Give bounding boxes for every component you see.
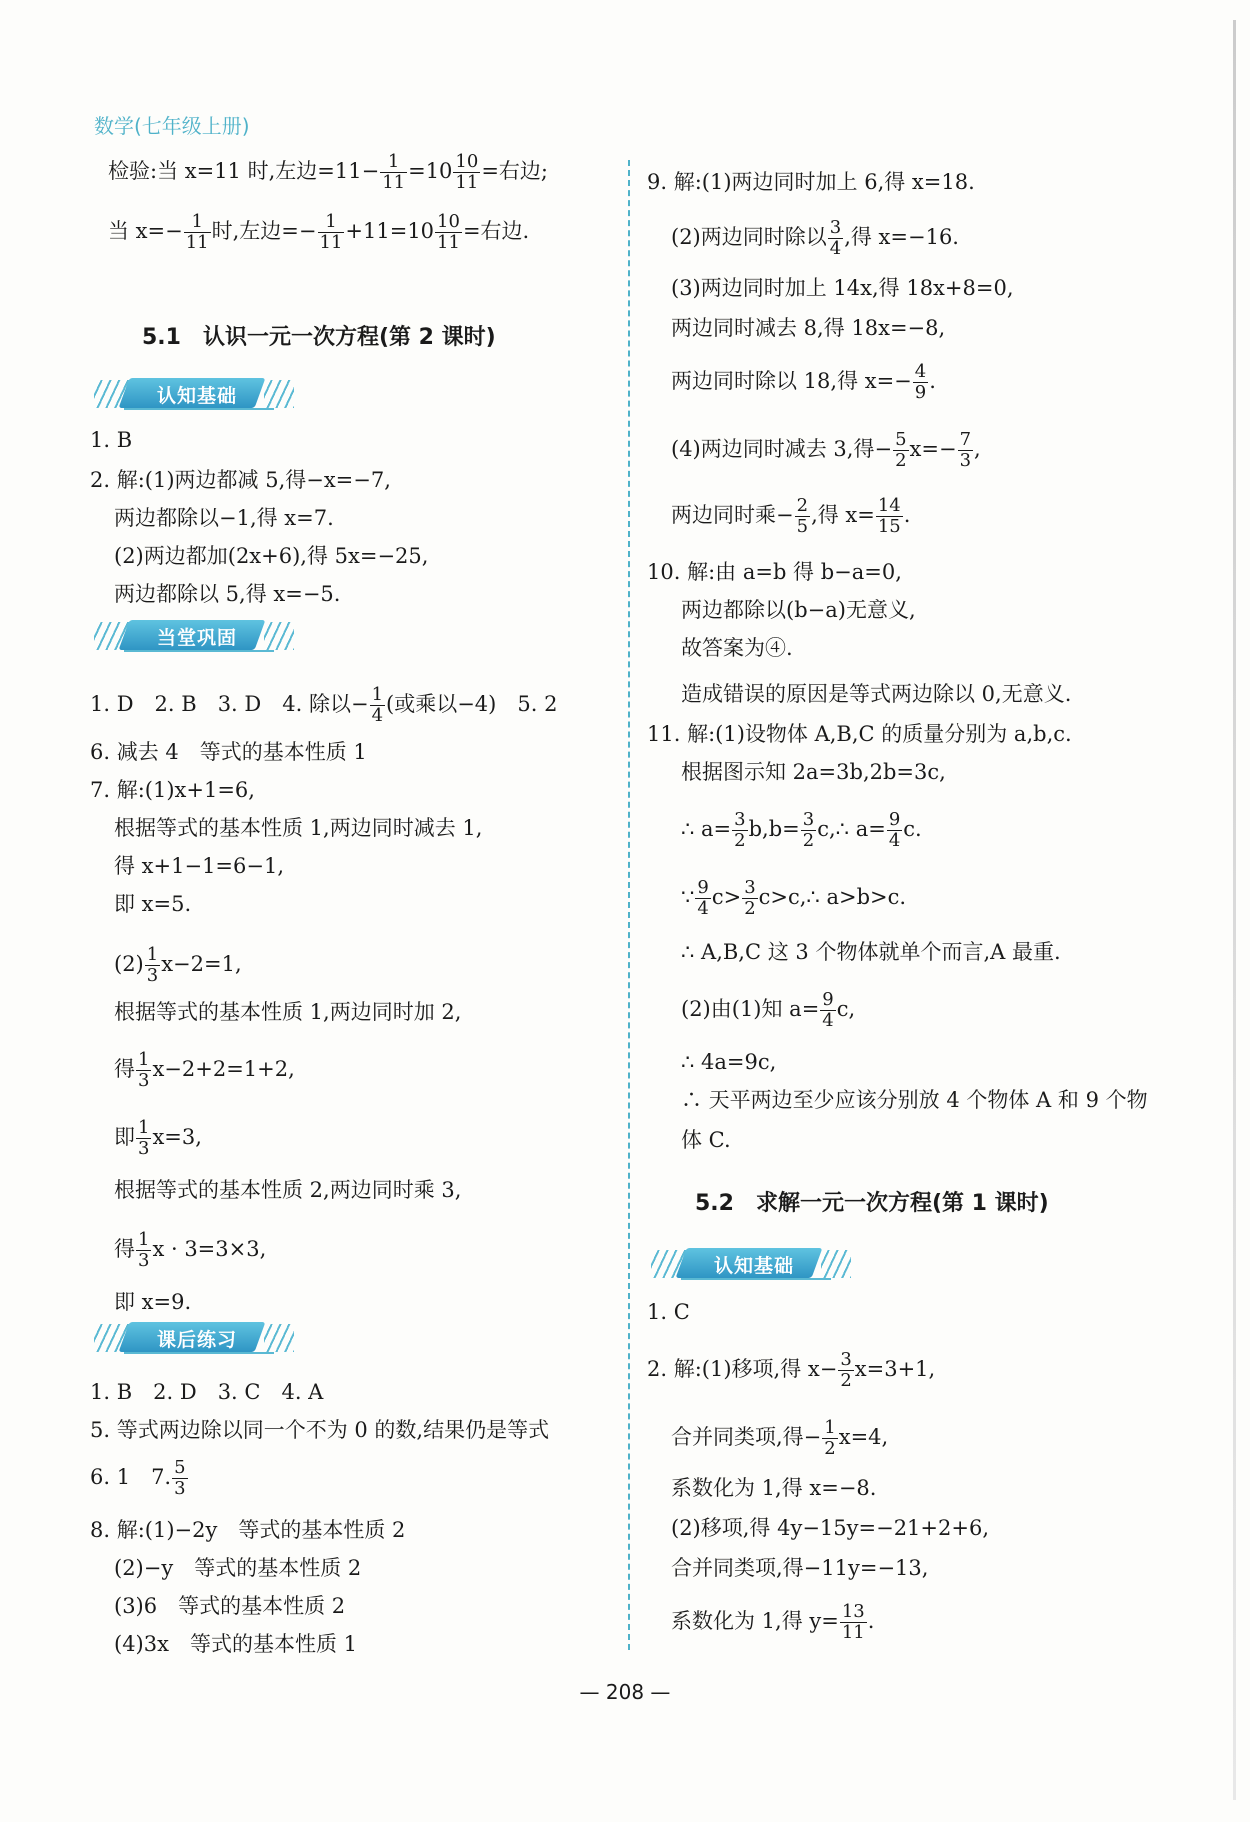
answer-line: ∴ a= $\frac{3}{2}$ b,b= $\frac{3}{2}$ c,∴ a= $\frac{9}{4}$ c.: [681, 809, 922, 851]
answer-line: 合并同类项,得− $\frac{1}{2}$ x=4,: [671, 1417, 889, 1459]
badge-kehou-lianxi: 课后练习: [94, 1320, 294, 1354]
answer-line: 两边都除以 5,得 x=−5.: [114, 582, 341, 606]
answer-line: (3)两边同时加上 14x,得 18x+8=0,: [671, 276, 1014, 300]
answer-line: (2)两边同时除以 $\frac{3}{4}$ ,得 x=−16.: [671, 217, 959, 259]
answer-line: 即 $\frac{1}{3}$ x=3,: [114, 1117, 202, 1159]
answer-line: 得 $\frac{1}{3}$ x · 3=3×3,: [114, 1229, 267, 1271]
answer-line: 10. 解:由 a=b 得 b−a=0,: [647, 560, 902, 584]
answer-line: 即 x=5.: [114, 892, 192, 916]
answer-line: (2)由(1)知 a= $\frac{9}{4}$ c,: [681, 989, 856, 1031]
page-number: — 208 —: [579, 1680, 671, 1704]
answer-line: 1. C: [647, 1300, 690, 1324]
answer-line: 1. B: [90, 428, 133, 452]
answer-line: (2)−y 等式的基本性质 2: [114, 1556, 362, 1580]
answer-line: 体 C.: [681, 1128, 731, 1152]
answer-line: 故答案为④.: [681, 636, 793, 660]
answer-line: 系数化为 1,得 y= $\frac{13}{11}$ .: [671, 1601, 875, 1643]
answer-line: 7. 解:(1)x+1=6,: [90, 778, 255, 802]
answer-line: 两边同时减去 8,得 18x=−8,: [671, 316, 946, 340]
section-title-5-1: 5.1 认识一元一次方程(第 2 课时): [142, 325, 496, 350]
answer-line: 1. B 2. D 3. C 4. A: [90, 1380, 324, 1404]
answer-line: 两边同时除以 18,得 x=− $\frac{4}{9}$ .: [671, 361, 936, 403]
answer-line: ∴ 4a=9c,: [681, 1050, 777, 1074]
answer-line: 系数化为 1,得 x=−8.: [671, 1476, 877, 1500]
answer-line: 根据等式的基本性质 2,两边同时乘 3,: [114, 1178, 462, 1202]
answer-line: 得 x+1−1=6−1,: [114, 854, 285, 878]
answer-line: (3)6 等式的基本性质 2: [114, 1594, 346, 1618]
badge-renzhi-jichu-2: 认知基础: [651, 1246, 851, 1280]
section-title-5-2: 5.2 求解一元一次方程(第 1 课时): [695, 1191, 1049, 1216]
answer-line: 2. 解:(1)移项,得 x− $\frac{3}{2}$ x=3+1,: [647, 1349, 936, 1391]
answer-line: (2)两边都加(2x+6),得 5x=−25,: [114, 544, 429, 568]
answer-line: 9. 解:(1)两边同时加上 6,得 x=18.: [647, 170, 975, 194]
header-title: 数学(七年级上册): [94, 114, 250, 138]
answer-line: 6. 减去 4 等式的基本性质 1: [90, 740, 367, 764]
answer-line: 根据图示知 2a=3b,2b=3c,: [681, 760, 946, 784]
badge-dangtang-gonggu: 当堂巩固: [94, 618, 294, 652]
answer-line: (4)两边同时减去 3,得− $\frac{5}{2}$ x=− $\frac{7}{3}$ ,: [671, 429, 981, 471]
answer-line: 两边都除以−1,得 x=7.: [114, 506, 334, 530]
answer-line: 8. 解:(1)−2y 等式的基本性质 2: [90, 1518, 406, 1542]
answer-line: 根据等式的基本性质 1,两边同时加 2,: [114, 1000, 462, 1024]
answer-line: 两边同时乘− $\frac{2}{5}$ ,得 x= $\frac{14}{15}$ .: [671, 495, 911, 537]
badge-renzhi-jichu: 认知基础: [94, 376, 294, 410]
answer-line: 1. D 2. B 3. D 4. 除以− $\frac{1}{4}$ (或乘以−4) 5. 2: [90, 684, 558, 726]
column-divider: [628, 160, 630, 1650]
answer-line: 造成错误的原因是等式两边除以 0,无意义.: [681, 682, 1072, 706]
answer-line: ∴ 天平两边至少应该分别放 4 个物体 A 和 9 个物: [681, 1088, 1148, 1112]
answer-line: (2)移项,得 4y−15y=−21+2+6,: [671, 1516, 990, 1540]
answer-line: ∴ A,B,C 这 3 个物体就单个而言,A 最重.: [681, 940, 1061, 964]
answer-line: 5. 等式两边除以同一个不为 0 的数,结果仍是等式: [90, 1418, 550, 1442]
answer-line: 根据等式的基本性质 1,两边同时减去 1,: [114, 816, 483, 840]
answer-line: 2. 解:(1)两边都减 5,得−x=−7,: [90, 468, 391, 492]
answer-line: (4)3x 等式的基本性质 1: [114, 1632, 357, 1656]
answer-line: 两边都除以(b−a)无意义,: [681, 598, 916, 622]
answer-line: (2) $\frac{1}{3}$ x−2=1,: [114, 944, 242, 986]
answer-line: 11. 解:(1)设物体 A,B,C 的质量分别为 a,b,c.: [647, 722, 1072, 746]
answer-line: 得 $\frac{1}{3}$ x−2+2=1+2,: [114, 1049, 295, 1091]
check-line-1: 检验:当 x=11 时,左边=11− $\frac{1}{11}$ =10 $\frac{10}{11}$ =右边;: [108, 151, 548, 193]
answer-line: 6. 1 7. $\frac{5}{3}$: [90, 1457, 186, 1499]
page-edge: [1233, 20, 1236, 1800]
answer-line: ∵ $\frac{9}{4}$ c> $\frac{3}{2}$ c>c,∴ a>b>c.: [681, 877, 907, 919]
check-line-2: 当 x=− $\frac{1}{11}$ 时,左边=− $\frac{1}{11}$ +11=10 $\frac{10}{11}$ =右边.: [108, 211, 530, 253]
answer-line: 即 x=9.: [114, 1290, 192, 1314]
answer-line: 合并同类项,得−11y=−13,: [671, 1556, 929, 1580]
